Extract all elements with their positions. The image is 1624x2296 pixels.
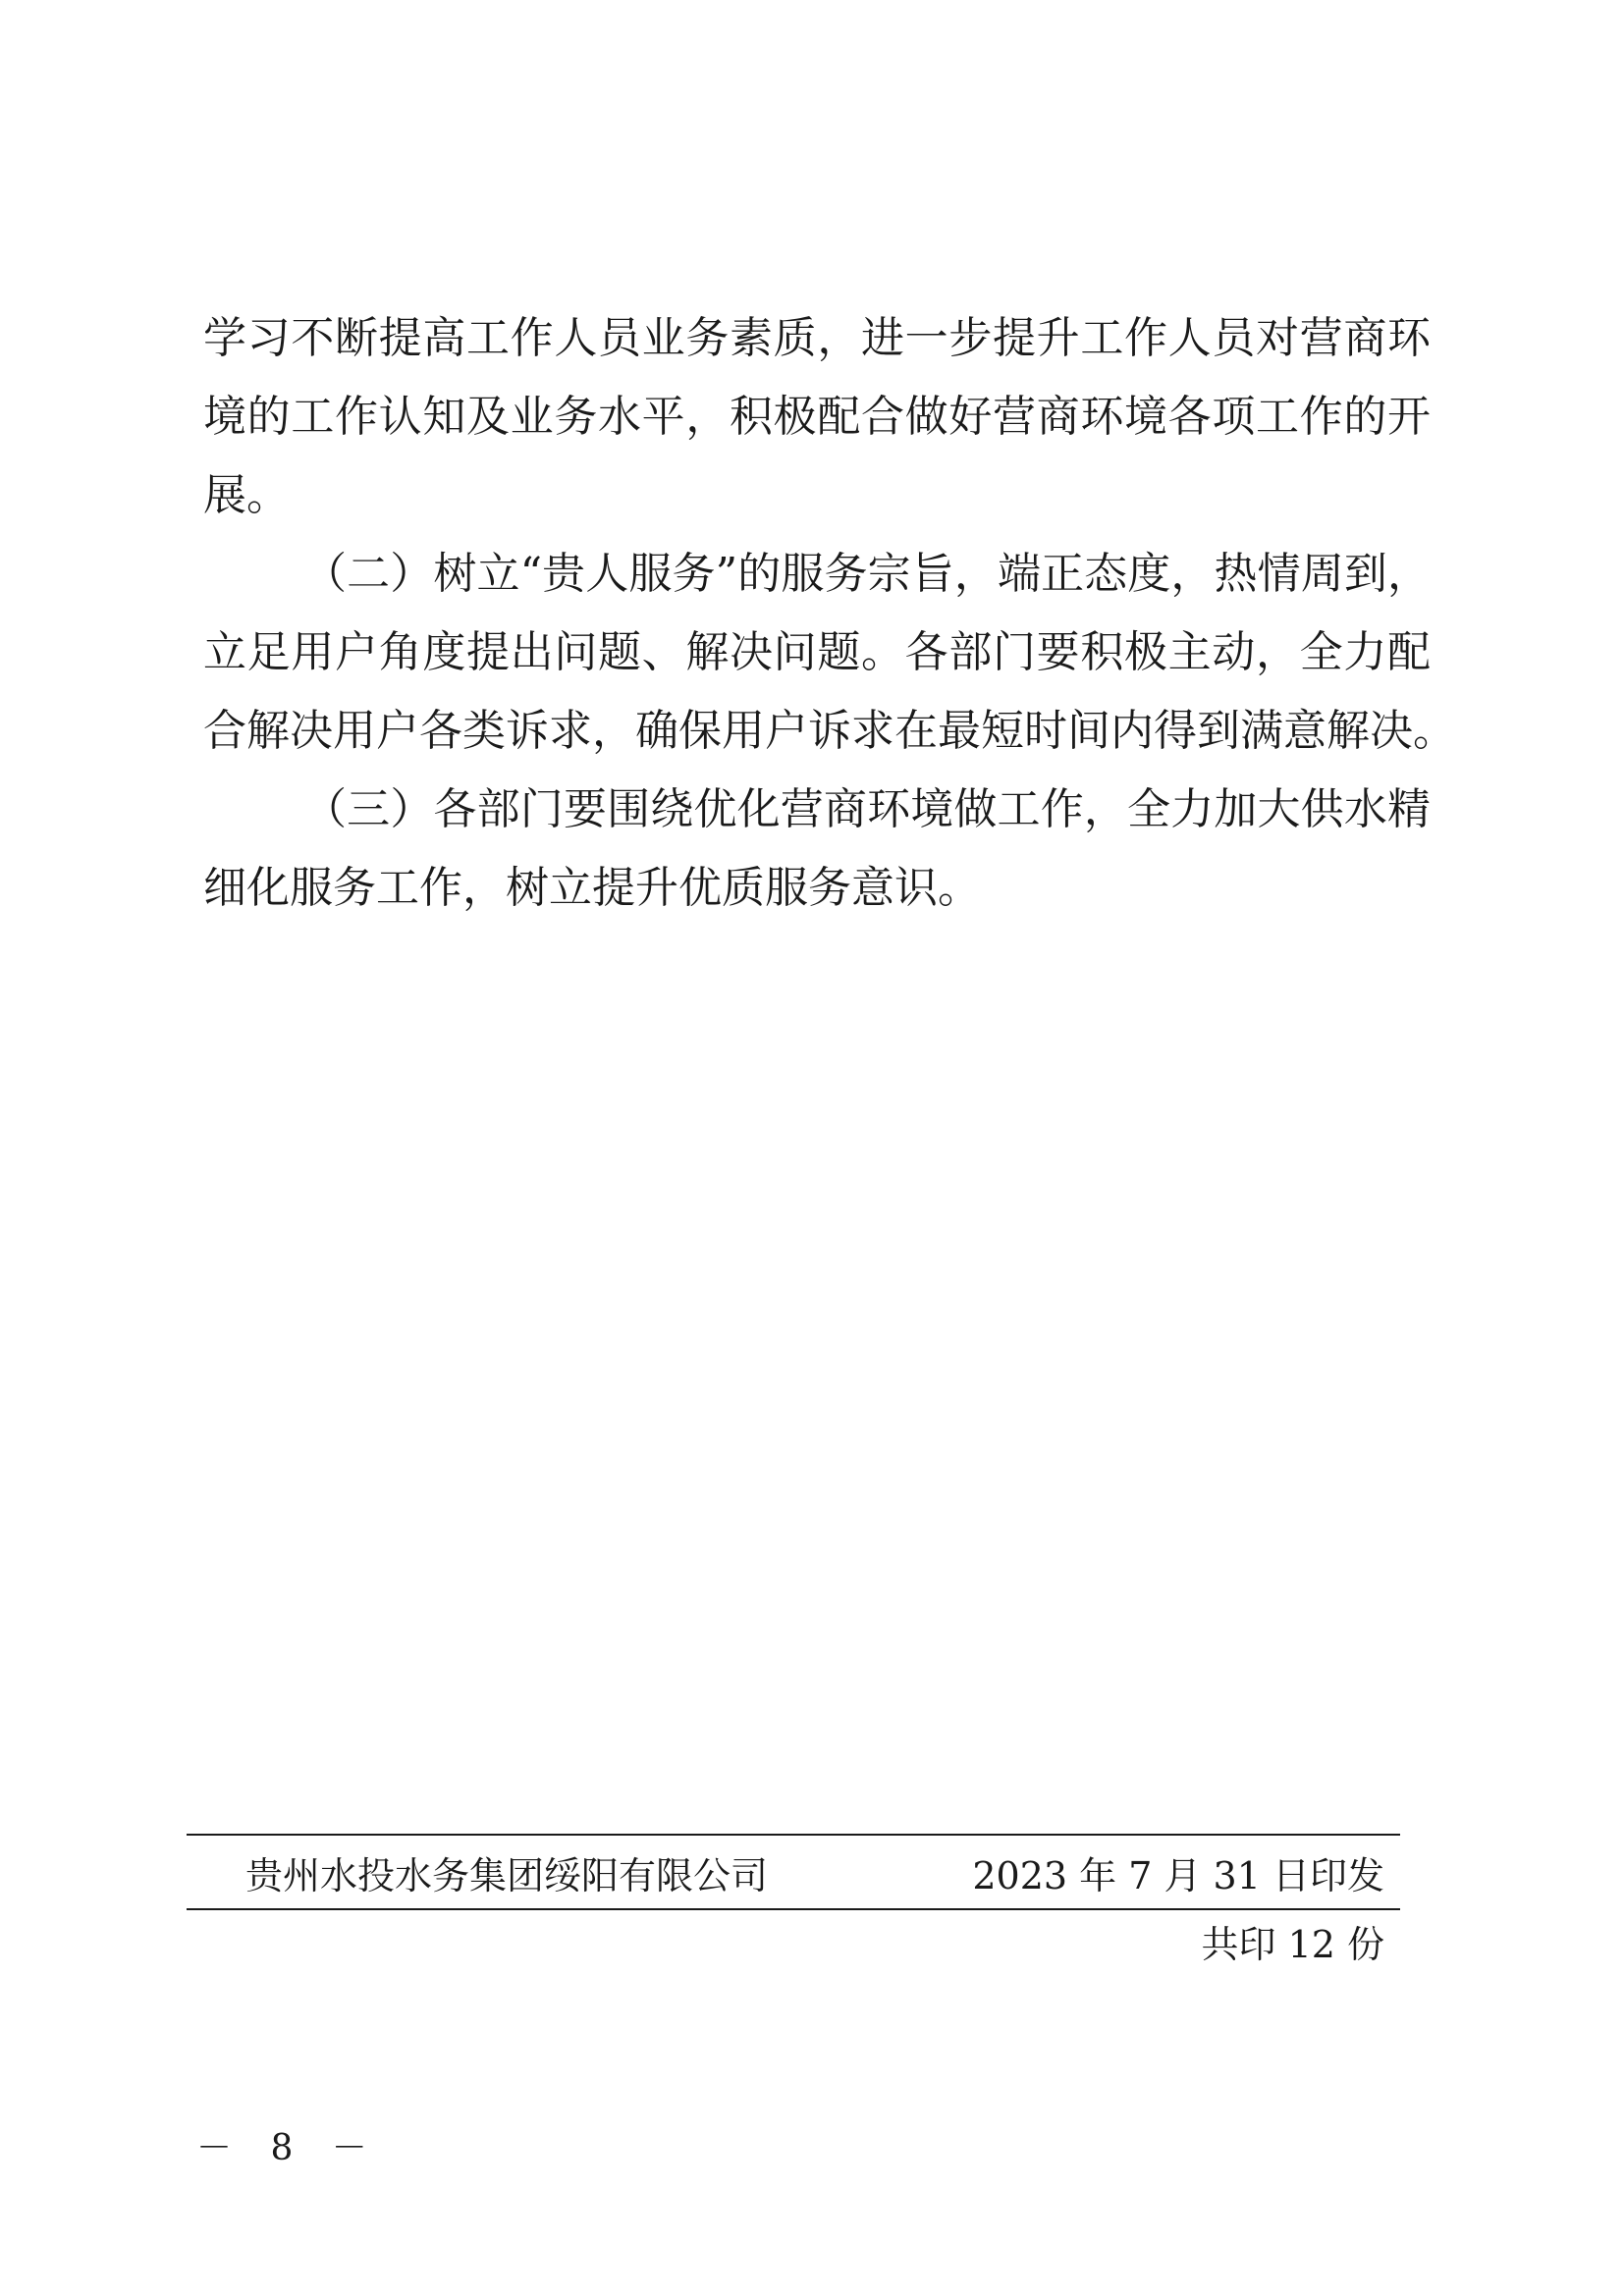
paragraph [203, 771, 1431, 928]
text-line: 展。 [203, 470, 290, 520]
paragraph [203, 299, 1431, 535]
text-line: 立足用户角度提出问题、解决问题。各部门要积极主动，全力配 [203, 627, 1431, 677]
page-number: － 8 － [196, 2128, 381, 2168]
text-line: 境的工作认知及业务水平，积极配合做好营商环境各项工作的开 [203, 392, 1431, 442]
paragraph [203, 535, 1456, 771]
text-line: 学习不断提高工作人员业务素质，进一步提升工作人员对营商环 [203, 313, 1431, 363]
body-text [203, 299, 1456, 928]
text-line: 合解决用户各类诉求，确保用户诉求在最短时间内得到满意解决。 [203, 706, 1456, 756]
colophon-row [187, 1836, 1400, 1908]
text-line: 细化服务工作，树立提升优质服务意识。 [203, 863, 981, 913]
text-line: （二）树立“贵人服务”的服务宗旨，端正态度，热情周到， [303, 549, 1431, 599]
colophon [187, 1834, 1400, 1979]
issue-date: 2023 年 7 月 31 日印发 [972, 1853, 1384, 1897]
copies-count: 共印 12 份 [1201, 1923, 1384, 1966]
text-line: （三）各部门要围绕优化营商环境做工作，全力加大供水精 [303, 784, 1431, 834]
issuer-name: 贵州水投水务集团绥阳有限公司 [245, 1853, 769, 1897]
